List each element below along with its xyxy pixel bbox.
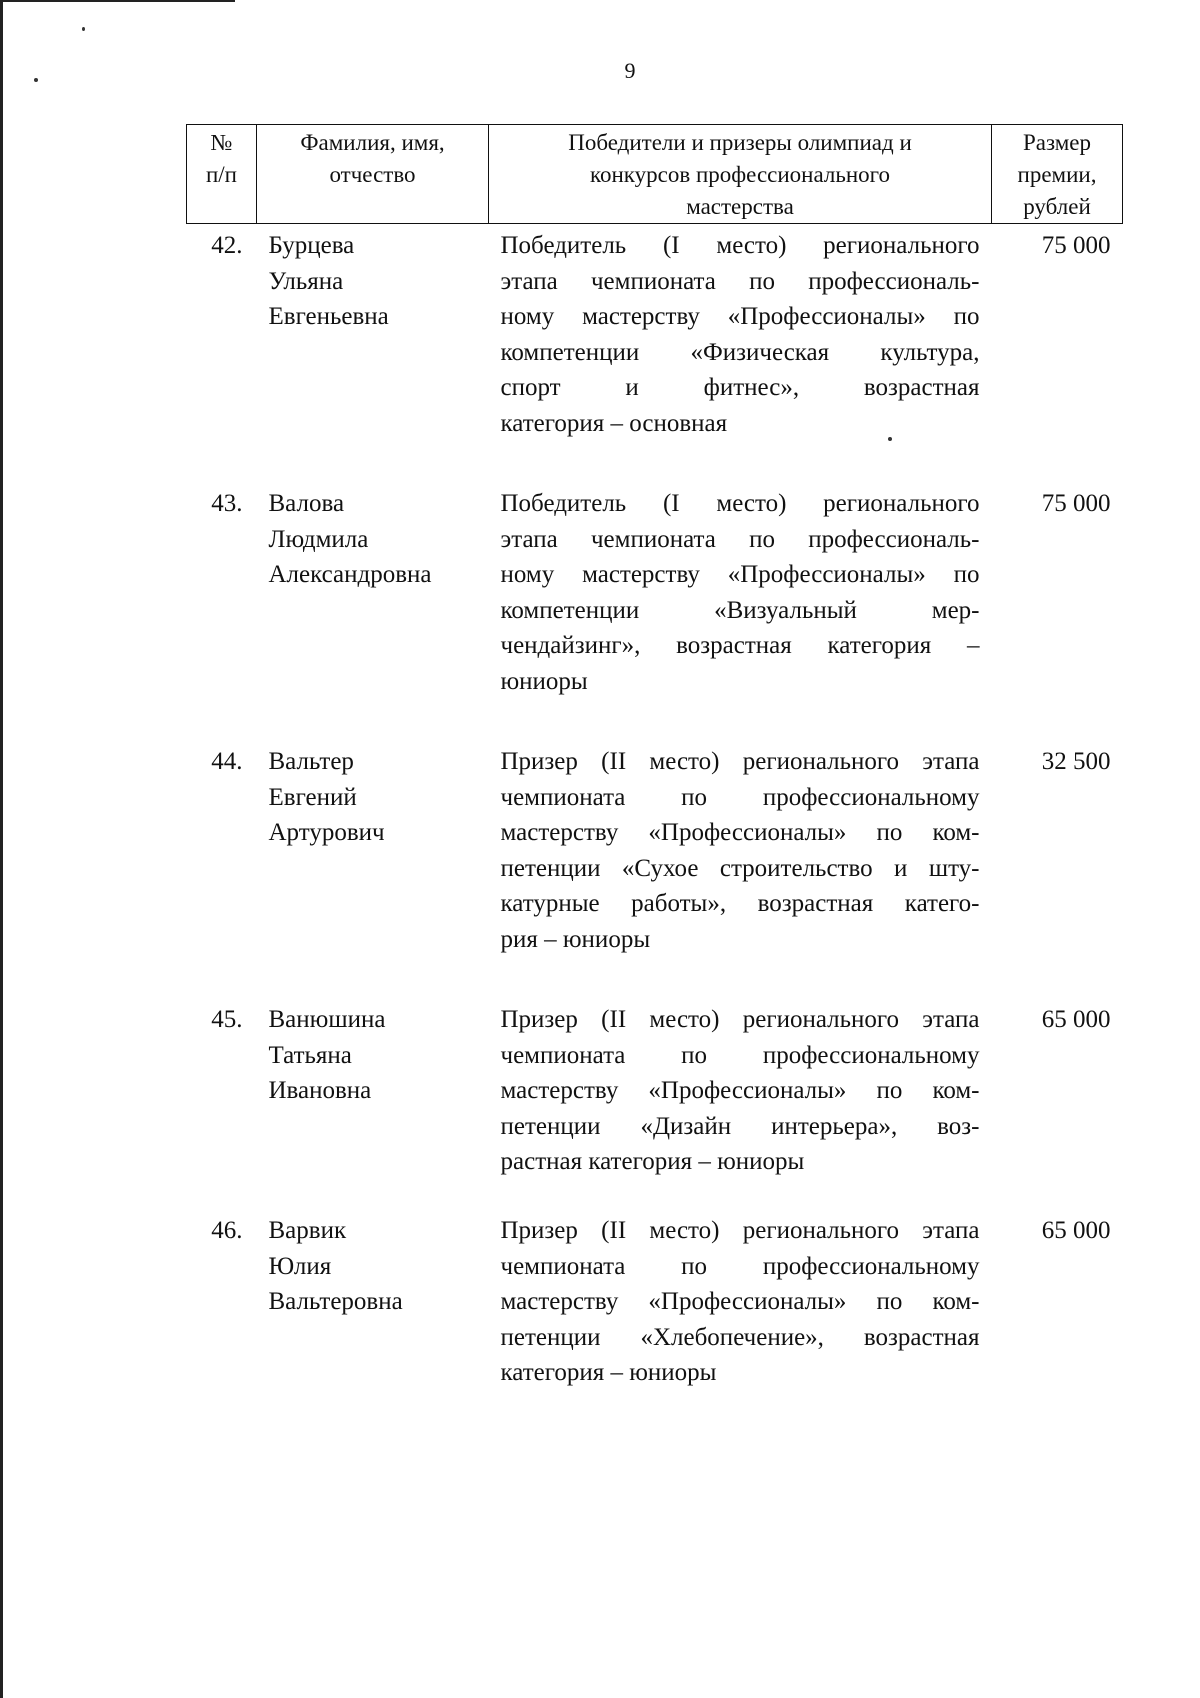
- surname: Варвик: [268, 1217, 347, 1244]
- surname: Бурцева: [268, 232, 355, 259]
- header-description-line: Победители и призеры олимпиад и: [568, 130, 912, 155]
- header-num: [187, 125, 257, 224]
- award-amount: 75 000: [1041, 490, 1111, 517]
- description-line: рия – юниоры: [500, 925, 651, 953]
- table-row: [187, 744, 1123, 1002]
- first-name: Евгений: [268, 783, 357, 811]
- description-line: чемпионата по профессиональному: [500, 1041, 980, 1069]
- description-line: компетенции «Визуальный мер-: [500, 596, 980, 624]
- description-line: мастерству «Профессионалы» по ком-: [500, 1077, 980, 1104]
- awards-table: [186, 124, 1123, 1403]
- award-description: [489, 1213, 992, 1403]
- table-header: [187, 125, 1123, 224]
- table-body: [187, 224, 1123, 1404]
- scan-speck: [82, 27, 85, 31]
- award-amount: 75 000: [1041, 232, 1111, 259]
- patronymic: Артурович: [268, 819, 385, 846]
- description-line: компетенции «Физическая культура,: [500, 338, 980, 366]
- description-line: Призер (II место) регионального этапа: [500, 748, 980, 775]
- header-num-line: п/п: [205, 162, 237, 187]
- patronymic: Евгеньевна: [268, 303, 389, 330]
- scan-edge-left: [0, 0, 3, 1698]
- table-row: [187, 486, 1123, 744]
- header-description-line: конкурсов профессионального: [589, 162, 891, 187]
- row-number: 45.: [211, 1006, 243, 1033]
- award-amount: 65 000: [1041, 1217, 1111, 1244]
- description-line: Призер (II место) регионального этапа: [500, 1217, 980, 1244]
- header-name-line: отчество: [329, 162, 416, 187]
- first-name: Юлия: [268, 1252, 332, 1280]
- patronymic: Александровна: [268, 561, 432, 588]
- page-number: 9: [624, 58, 636, 83]
- award-description: [489, 486, 992, 744]
- description-line: ному мастерству «Профессионалы» по: [500, 303, 980, 330]
- description-line: чемпионата по профессиональному: [500, 783, 980, 811]
- header-name: [257, 125, 489, 224]
- header-amount-line: премии,: [1017, 162, 1097, 187]
- table-row: [187, 1002, 1123, 1213]
- award-amount: 65 000: [1041, 1006, 1111, 1033]
- description-line: Победитель (I место) регионального: [500, 490, 980, 517]
- surname: Валова: [268, 490, 345, 517]
- row-number: 46.: [211, 1217, 243, 1244]
- first-name: Людмила: [268, 525, 369, 553]
- patronymic: Ивановна: [268, 1077, 372, 1104]
- description-line: этапа чемпионата по профессиональ-: [500, 525, 980, 553]
- description-line: растная категория – юниоры: [500, 1148, 805, 1175]
- description-line: мастерству «Профессионалы» по ком-: [500, 1288, 980, 1315]
- person-name: [257, 224, 489, 487]
- description-line: спорт и фитнес», возрастная: [500, 374, 980, 401]
- description-line: мастерству «Профессионалы» по ком-: [500, 819, 980, 846]
- description-line: категория – юниоры: [500, 1359, 717, 1386]
- surname: Вальтер: [268, 748, 354, 775]
- first-name: Ульяна: [268, 267, 344, 295]
- description-line: Победитель (I место) регионального: [500, 232, 980, 259]
- description-line: петенции «Хлебопечение», возрастная: [500, 1323, 980, 1351]
- header-amount-line: рублей: [1023, 194, 1091, 219]
- header-description: [489, 125, 992, 224]
- award-description: [489, 1002, 992, 1213]
- table-row: [187, 224, 1123, 487]
- header-amount-line: Размер: [1022, 130, 1092, 155]
- description-line: категория – основная: [500, 409, 728, 437]
- header-name-line: Фамилия, имя,: [300, 130, 445, 155]
- row-number: 43.: [211, 490, 243, 517]
- description-line: катурные работы», возрастная катего-: [500, 890, 980, 917]
- award-description: [489, 224, 992, 487]
- description-line: Призер (II место) регионального этапа: [500, 1006, 980, 1033]
- row-number: 42.: [211, 232, 243, 259]
- description-line: юниоры: [500, 667, 588, 695]
- person-name: [257, 1002, 489, 1213]
- description-line: этапа чемпионата по профессиональ-: [500, 267, 980, 295]
- award-amount: 32 500: [1041, 748, 1111, 775]
- description-line: петенции «Дизайн интерьера», воз-: [500, 1112, 980, 1140]
- description-line: чемпионата по профессиональному: [500, 1252, 980, 1280]
- row-number: 44.: [211, 748, 243, 775]
- first-name: Татьяна: [268, 1041, 352, 1069]
- person-name: [257, 744, 489, 1002]
- award-description: [489, 744, 992, 1002]
- person-name: [257, 486, 489, 744]
- surname: Ванюшина: [268, 1006, 386, 1033]
- scan-edge-top: [0, 0, 235, 2]
- person-name: [257, 1213, 489, 1403]
- patronymic: Вальтеровна: [268, 1288, 403, 1315]
- description-line: ному мастерству «Профессионалы» по: [500, 561, 980, 588]
- header-description-line: мастерства: [686, 194, 794, 219]
- table-row: [187, 1213, 1123, 1403]
- description-line: петенции «Сухое строительство и шту-: [500, 854, 980, 882]
- header-num-line: №: [210, 130, 233, 155]
- header-amount: [992, 125, 1123, 224]
- description-line: чендайзинг», возрастная категория –: [500, 632, 980, 659]
